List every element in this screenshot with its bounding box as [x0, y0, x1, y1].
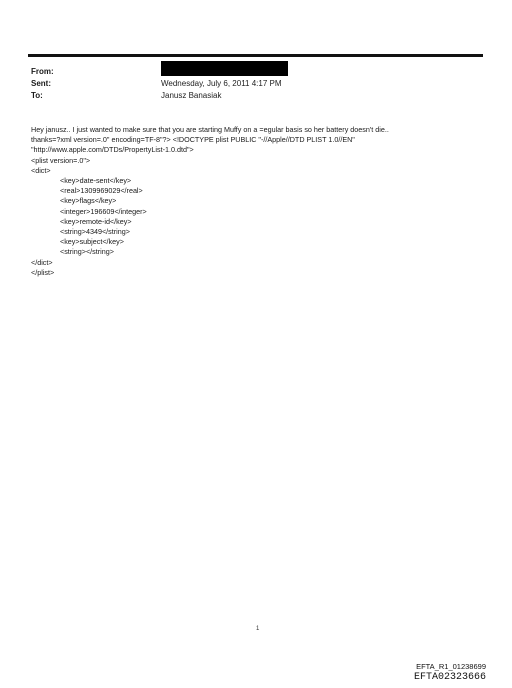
body-line: </dict>	[31, 257, 53, 267]
bates-number-secondary: EFTA02323666	[413, 672, 486, 683]
to-value: Janusz Banasiak	[161, 91, 222, 100]
to-label: To:	[31, 91, 43, 100]
body-line: <string></string>	[60, 247, 114, 257]
body-line: </plist>	[31, 267, 55, 277]
body-line: <plist version=.0">	[31, 155, 91, 165]
sent-label: Sent:	[31, 79, 51, 88]
body-line: <string>4349</string>	[60, 227, 130, 237]
header-rule	[28, 54, 483, 57]
page-number: 1	[256, 626, 260, 632]
body-line: <key>remote-id</key>	[60, 216, 132, 226]
body-line: <integer>196609</integer>	[60, 206, 147, 216]
body-line: <key>subject</key>	[60, 237, 124, 247]
body-line: <dict>	[31, 165, 51, 175]
body-line: <key>flags</key>	[60, 196, 117, 206]
body-line: thanks=?xml version=.0" encoding=TF-8"?> <!DOCTYPE plist PUBLIC "-//Apple//DTD PLIST 1.0//EN"	[31, 135, 355, 145]
body-line: Hey janusz.. I just wanted to make sure that you are starting Muffy on a =egular basis so her battery doesn't die..	[31, 125, 389, 134]
redaction-box	[161, 61, 288, 76]
sent-value: Wednesday, July 6, 2011 4:17 PM	[161, 79, 282, 88]
from-label: From:	[31, 67, 54, 76]
body-line: <key>date-sent</key>	[60, 176, 132, 186]
body-line: <real>1309969029</real>	[60, 186, 143, 196]
bates-number-primary: EFTA_R1_01238699	[416, 662, 486, 671]
body-line: "http://www.apple.com/DTDs/PropertyList-1.0.dtd">	[31, 145, 194, 155]
email-body	[31, 125, 486, 278]
